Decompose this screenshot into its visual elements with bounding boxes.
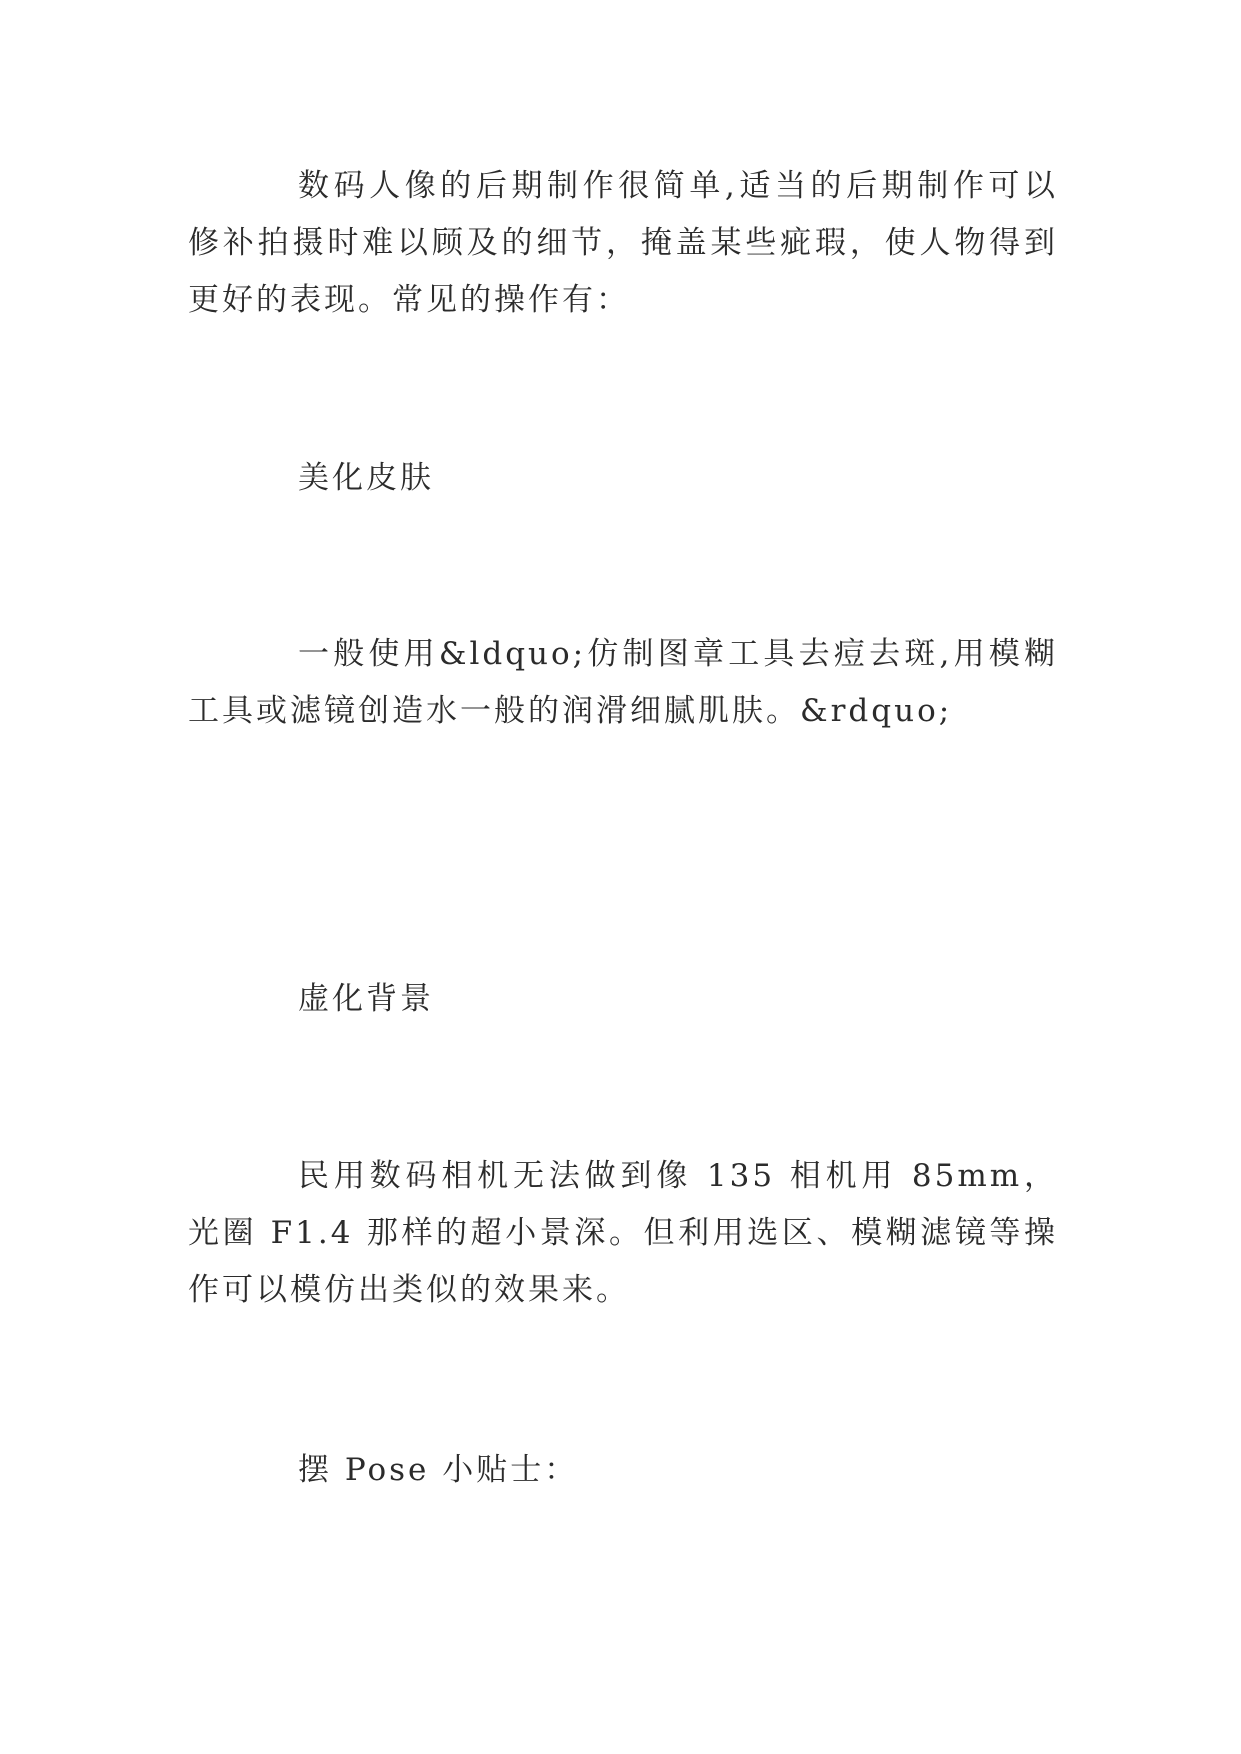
background-heading: 虚化背景: [298, 981, 434, 1017]
intro-paragraph: 数码人像的后期制作很简单,适当的后期制作可以修补拍摄时难以顾及的细节，掩盖某些疵瑕，使人物得到更好的表现。常见的操作有：: [188, 168, 1058, 318]
skin-heading: 美化皮肤: [298, 460, 434, 496]
background-paragraph: 民用数码相机无法做到像 135 相机用 85mm，光圈 F1.4 那样的超小景深。但利用选区、模糊滤镜等操作可以模仿出类似的效果来。: [188, 1158, 1058, 1308]
pose-tips-heading: 摆 Pose 小贴士：: [298, 1452, 579, 1488]
skin-paragraph: 一般使用&ldquo;仿制图章工具去痘去斑,用模糊工具或滤镜创造水一般的润滑细腻肌肤。&rdquo;: [188, 636, 1058, 729]
